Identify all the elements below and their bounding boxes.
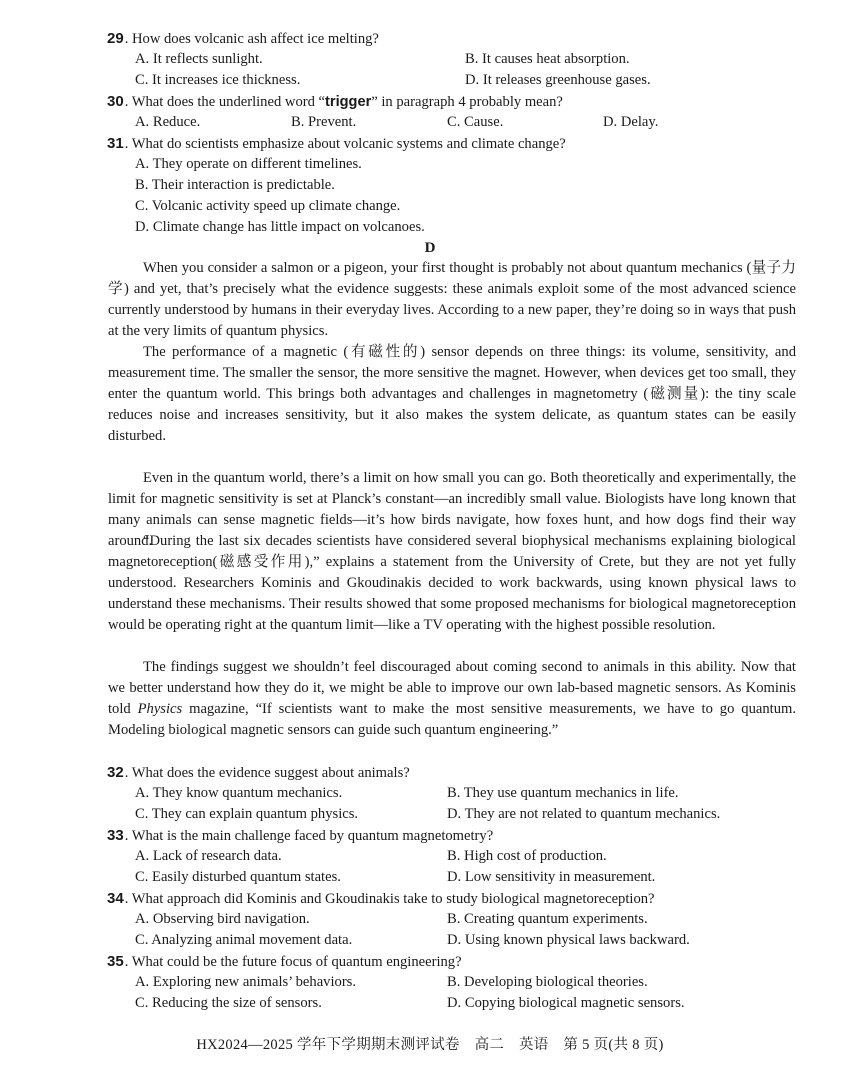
question-stem: . What do scientists emphasize about volcanic systems and climate change? (124, 136, 566, 152)
question-34 (107, 888, 807, 909)
option-c: C. Easily disturbed quantum states. (135, 869, 341, 885)
option-d: D. Climate change has little impact on volcanoes. (135, 219, 425, 235)
question-number: 35 (107, 953, 124, 970)
question-stem: . What could be the future focus of quantum engineering? (124, 954, 462, 970)
question-number: 32 (107, 764, 124, 781)
option-c: C. Analyzing animal movement data. (135, 932, 353, 948)
option-c: C. It increases ice thickness. (135, 72, 301, 88)
option-b: B. Developing biological theories. (447, 974, 648, 990)
option-b: B. They use quantum mechanics in life. (447, 785, 679, 801)
option-c: C. They can explain quantum physics. (135, 806, 359, 822)
option-a: A. Exploring new animals’ behaviors. (135, 974, 357, 990)
option-a: A. Reduce. (135, 114, 201, 130)
option-b: B. Creating quantum experiments. (447, 911, 648, 927)
option-b: B. High cost of production. (447, 848, 607, 864)
question-35 (107, 951, 807, 972)
option-d: D. Using known physical laws backward. (447, 932, 690, 948)
option-a: A. Lack of research data. (135, 848, 282, 864)
question-stem: . How does volcanic ash affect ice melting? (124, 31, 379, 47)
option-c: C. Reducing the size of sensors. (135, 995, 322, 1011)
question-number: 29 (107, 30, 124, 47)
question-number: 31 (107, 135, 124, 152)
question-30 (107, 91, 807, 112)
passage-paragraph-4: “During the last six decades scientists have considered several biophysical mechanisms explaining biological magnetoreception(磁感受作用),” explains a statement from the University of Crete, but they are not yet fully understood. Researchers Kominis and Gkoudinakis decided to work backwards, using known physical laws to understand these mechanisms. Their results showed that some proposed mechanisms for biological magnetoreception would be operating right at the quantum limit—like a TV operating with the highest possible resolution. (108, 533, 796, 633)
passage-paragraph-5 (108, 657, 796, 741)
option-a: A. It reflects sunlight. (135, 51, 263, 67)
question-stem-part: . What does the underlined word “ (124, 94, 326, 110)
paragraph-text: magazine, “If scientists want to make the most sensitive measurements, we have to go quantum. Modeling biological magnetic sensors can guide such quantum engineering.” (108, 700, 796, 738)
question-stem: . What approach did Kominis and Gkoudinakis take to study biological magnetoreception? (124, 891, 655, 907)
option-b: B. Their interaction is predictable. (135, 177, 335, 193)
option-b: B. Prevent. (291, 114, 357, 130)
question-29 (107, 28, 807, 49)
question-number: 30 (107, 93, 124, 110)
option-d: D. Delay. (603, 114, 659, 130)
option-d: D. Copying biological magnetic sensors. (447, 995, 685, 1011)
question-31 (107, 133, 807, 154)
option-a: A. They know quantum mechanics. (135, 785, 343, 801)
passage-paragraph-2: The performance of a magnetic (有磁性的) sensor depends on three things: its volume, sensitivity, and measurement time. The smaller the sensor, the more sensitive the magnet. However, when devices get too small, they enter the quantum world. This brings both advantages and challenges in magnetometry (磁测量): the tiny scale reduces noise and increases sensitivity, but it also makes the system delicate, as quantum states can be easily disturbed. (108, 344, 796, 444)
paragraph-text: The findings suggest we shouldn’t feel discouraged about coming second to animals in this ability. Now that we better understand how they do it, we might be able to improve our own lab-based magnetic sensors. As Kominis told (108, 659, 796, 717)
option-a: A. Observing bird navigation. (135, 911, 310, 927)
question-number: 34 (107, 890, 124, 907)
question-32 (107, 762, 807, 783)
question-stem: . What is the main challenge faced by quantum magnetometry? (124, 828, 494, 844)
passage-paragraph-3: Even in the quantum world, there’s a limit on how small you can go. Both theoretically and experimentally, the limit for magnetic sensitivity is set at Planck’s constant—an incredibly small value. Biologists have long known that many animals can sense magnetic fields—it’s how birds navigate, how foxes hunt, and how dogs find their way around. (108, 470, 796, 549)
question-number: 33 (107, 827, 124, 844)
magazine-title: Physics (137, 700, 183, 717)
page-footer: HX2024—2025 学年下学期期末测评试卷 高二 英语 第 5 页(共 8 页) (196, 1037, 664, 1053)
question-stem-part: ” in paragraph 4 probably mean? (371, 94, 563, 110)
option-c: C. Cause. (447, 114, 504, 130)
option-c: C. Volcanic activity speed up climate change. (135, 198, 401, 214)
keyword-trigger: trigger (325, 94, 372, 110)
option-a: A. They operate on different timelines. (135, 156, 362, 172)
option-b: B. It causes heat absorption. (465, 51, 630, 67)
option-d: D. It releases greenhouse gases. (465, 72, 651, 88)
option-d: D. Low sensitivity in measurement. (447, 869, 656, 885)
question-33 (107, 825, 807, 846)
option-d: D. They are not related to quantum mechanics. (447, 806, 721, 822)
section-heading-d: D (424, 240, 436, 256)
passage-paragraph-1: When you consider a salmon or a pigeon, your first thought is probably not about quantum mechanics (量子力学) and yet, that’s precisely what the evidence suggests: these animals exploit some of the most advanced science currently understood by humans in their everyday lives. According to a new paper, they’re doing so in ways that push at the very limits of quantum physics. (108, 260, 796, 339)
question-stem: . What does the evidence suggest about animals? (124, 765, 410, 781)
